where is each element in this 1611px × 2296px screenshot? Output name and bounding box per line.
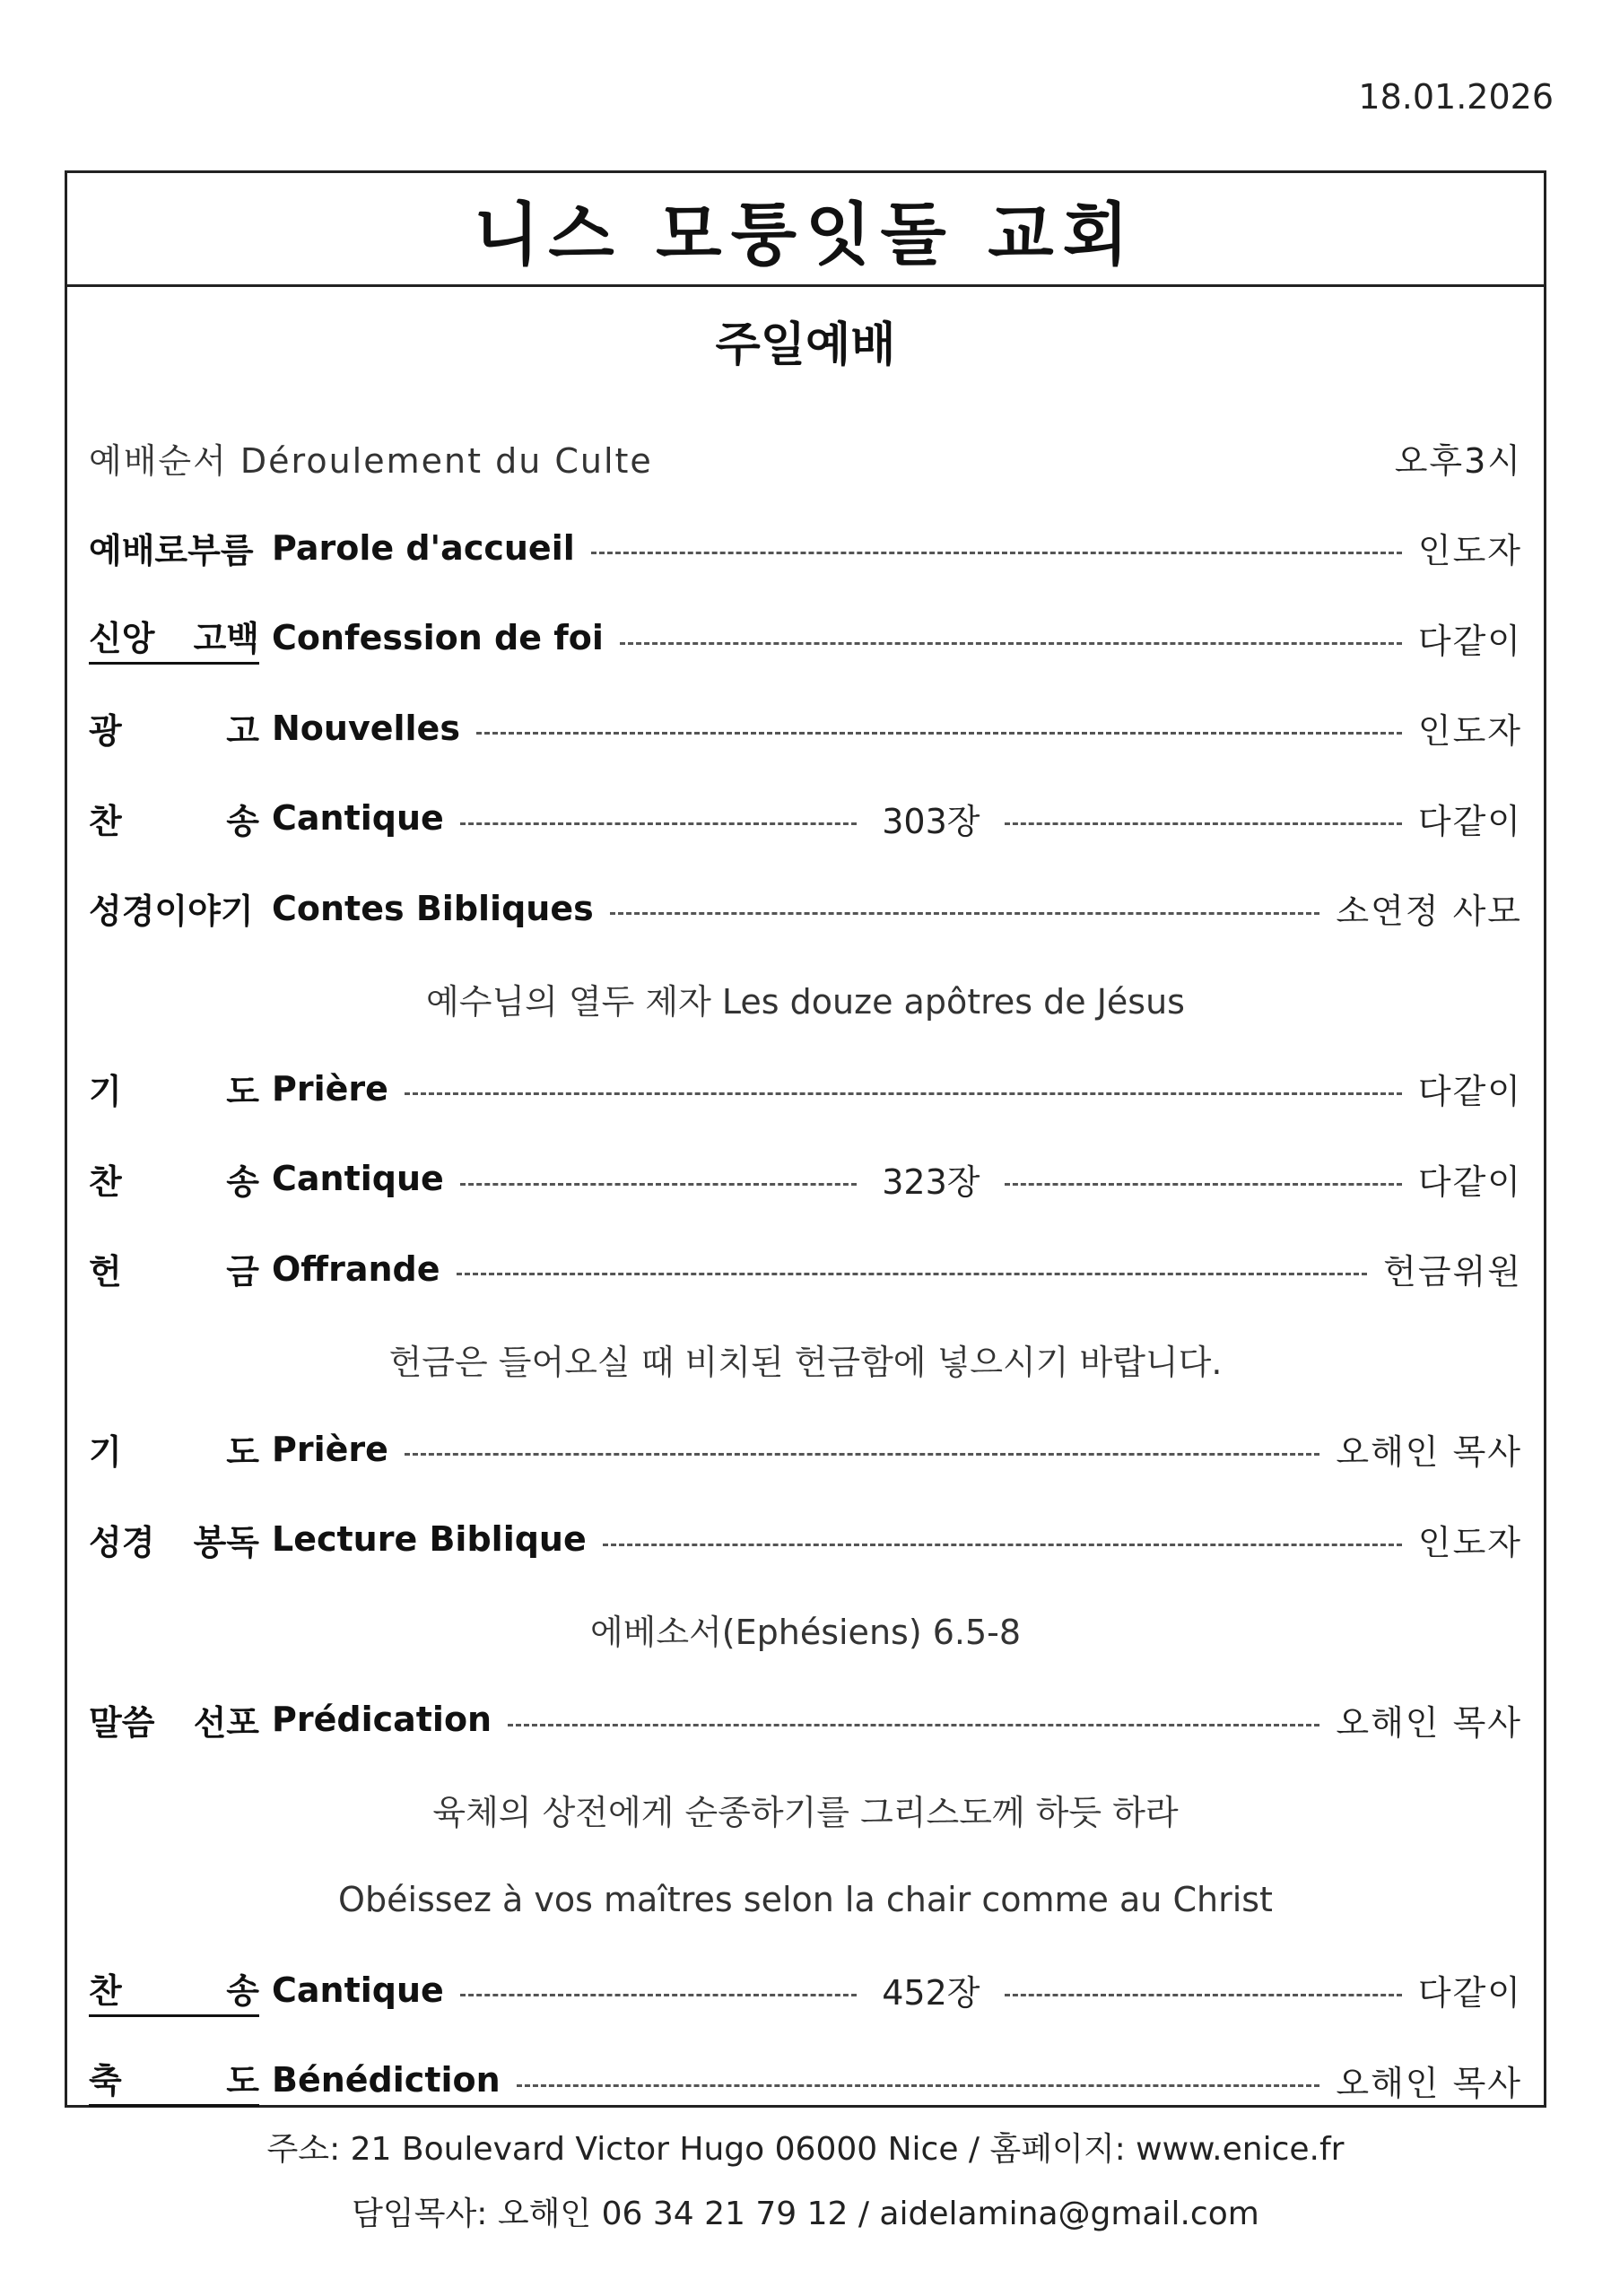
item-leader: 오해인 목사 xyxy=(1336,1702,1522,1743)
service-item xyxy=(89,1224,1522,1315)
order-header xyxy=(89,413,1522,503)
dotted-leader xyxy=(620,642,1402,645)
korean-label-part: 축 xyxy=(89,2061,122,2101)
item-korean-label xyxy=(89,1244,259,1293)
service-item xyxy=(89,1945,1522,2036)
item-french-label: Bénédiction xyxy=(272,2060,501,2100)
hymn-number: 452장 xyxy=(882,1973,980,2013)
item-korean-label xyxy=(89,794,259,843)
bulletin-date: 18.01.2026 xyxy=(1358,77,1554,117)
title-box xyxy=(67,173,1544,287)
dotted-leader xyxy=(1005,1994,1401,1996)
item-leader: 인도자 xyxy=(1417,711,1522,752)
item-french-label: Parole d'accueil xyxy=(272,527,575,568)
item-korean-label xyxy=(89,883,259,933)
dotted-leader xyxy=(591,552,1402,554)
hymn-number: 323장 xyxy=(882,1161,980,1202)
item-korean-label xyxy=(89,1064,259,1113)
dotted-leader xyxy=(405,1453,1319,1456)
item-leader: 소연정 사모 xyxy=(1336,891,1522,932)
item-korean-label xyxy=(89,703,259,752)
korean-label-part: 기 xyxy=(89,1432,122,1473)
item-korean-label xyxy=(89,611,259,665)
korean-label-part: 고백 xyxy=(193,619,259,659)
korean-label-part: 송 xyxy=(226,1970,259,2011)
korean-label-part: 신앙 xyxy=(89,619,155,659)
item-french-label: Prière xyxy=(272,1429,388,1469)
service-item xyxy=(89,1494,1522,1585)
dotted-leader xyxy=(508,1724,1319,1726)
korean-label-part: 성경이야기 xyxy=(89,891,254,932)
item-leader: 다같이 xyxy=(1417,801,1522,841)
item-french-label: Confession de foi xyxy=(272,618,604,658)
service-note: 예수님의 열두 제자 Les douze apôtres de Jésus xyxy=(426,981,1185,1022)
dotted-leader xyxy=(457,1273,1368,1275)
item-french-label: Cantique xyxy=(272,798,444,839)
korean-label-part: 도 xyxy=(226,2061,259,2101)
item-leader: 다같이 xyxy=(1417,621,1522,661)
footer-pastor-contact: 담임목사: 오해인 06 34 21 79 12 / aidelamina@gmail.com xyxy=(352,2196,1259,2232)
dotted-leader xyxy=(405,1092,1402,1095)
korean-label-part: 예배로부름 xyxy=(89,531,254,571)
item-leader: 다같이 xyxy=(1417,1973,1522,2013)
item-leader: 오해인 목사 xyxy=(1336,1432,1522,1473)
item-french-label: Cantique xyxy=(272,1159,444,1199)
service-item xyxy=(89,503,1522,594)
korean-label-part: 도 xyxy=(226,1072,259,1112)
korean-label-part: 고 xyxy=(226,711,259,752)
korean-label-part: 말씀 xyxy=(89,1702,155,1743)
item-french-label: Offrande xyxy=(272,1248,440,1289)
item-leader: 헌금위원 xyxy=(1383,1252,1522,1292)
item-french-label: Nouvelles xyxy=(272,708,460,748)
korean-label-part: 봉독 xyxy=(193,1522,259,1562)
item-korean-label xyxy=(89,523,259,572)
service-item xyxy=(89,1405,1522,1495)
item-french-label: Contes Bibliques xyxy=(272,888,594,928)
item-french-label: Prière xyxy=(272,1068,388,1109)
item-french-label: Prédication xyxy=(272,1700,492,1740)
item-french-label: Cantique xyxy=(272,1970,444,2010)
service-note: 육체의 상전에게 순종하기를 그리스도께 하듯 하라 xyxy=(432,1793,1179,1833)
church-name: 니스 모퉁잇돌 교회 xyxy=(473,194,1138,274)
korean-label-part: 성경 xyxy=(89,1522,155,1562)
item-korean-label xyxy=(89,1695,259,1744)
service-item xyxy=(89,683,1522,774)
item-leader: 오해인 목사 xyxy=(1336,2063,1522,2103)
item-leader: 인도자 xyxy=(1417,531,1522,571)
korean-label-part: 찬 xyxy=(89,1161,122,1202)
footer-address: 주소: 21 Boulevard Victor Hugo 06000 Nice / 홈페이지: www.enice.fr xyxy=(266,2131,1345,2168)
service-item xyxy=(89,1674,1522,1765)
dotted-leader xyxy=(517,2084,1320,2087)
item-korean-label xyxy=(89,1154,259,1204)
dotted-leader xyxy=(460,822,857,825)
korean-label-part: 도 xyxy=(226,1432,259,1473)
service-item xyxy=(89,773,1522,864)
service-item xyxy=(89,2035,1522,2126)
order-header-title: 예배순서 Déroulement du Culte xyxy=(89,440,653,481)
service-item xyxy=(89,864,1522,954)
hymn-number: 303장 xyxy=(882,801,980,841)
service-note: Obéissez à vos maîtres selon la chair comme au Christ xyxy=(338,1880,1273,1920)
item-korean-label xyxy=(89,1424,259,1474)
dotted-leader xyxy=(476,732,1402,735)
dotted-leader xyxy=(1005,822,1401,825)
service-item xyxy=(89,1044,1522,1135)
dotted-leader xyxy=(610,912,1320,915)
service-item xyxy=(89,1134,1522,1224)
service-item xyxy=(89,593,1522,683)
dotted-leader xyxy=(1005,1183,1401,1186)
korean-label-part: 선포 xyxy=(193,1702,259,1743)
service-note: 에베소서(Ephésiens) 6.5-8 xyxy=(589,1613,1022,1653)
service-title: 주일예배 xyxy=(715,318,896,372)
bulletin-frame xyxy=(65,170,1546,2108)
item-korean-label xyxy=(89,2053,259,2107)
service-note: 헌금은 들어오실 때 비치된 헌금함에 넣으시기 바랍니다. xyxy=(388,1342,1223,1382)
korean-label-part: 헌 xyxy=(89,1252,122,1292)
item-leader: 인도자 xyxy=(1417,1522,1522,1562)
dotted-leader xyxy=(460,1994,857,1996)
item-korean-label xyxy=(89,1515,259,1564)
korean-label-part: 기 xyxy=(89,1072,122,1112)
item-korean-label xyxy=(89,1963,259,2017)
korean-label-part: 금 xyxy=(226,1252,259,1292)
order-of-service xyxy=(67,413,1544,2126)
korean-label-part: 찬 xyxy=(89,801,122,841)
item-leader: 다같이 xyxy=(1417,1161,1522,1202)
item-french-label: Lecture Biblique xyxy=(272,1519,587,1560)
service-time: 오후3시 xyxy=(1394,440,1522,481)
korean-label-part: 송 xyxy=(226,1161,259,1202)
korean-label-part: 광 xyxy=(89,711,122,752)
dotted-leader xyxy=(460,1183,857,1186)
korean-label-part: 송 xyxy=(226,801,259,841)
dotted-leader xyxy=(603,1544,1402,1546)
korean-label-part: 찬 xyxy=(89,1970,122,2011)
item-leader: 다같이 xyxy=(1417,1072,1522,1112)
